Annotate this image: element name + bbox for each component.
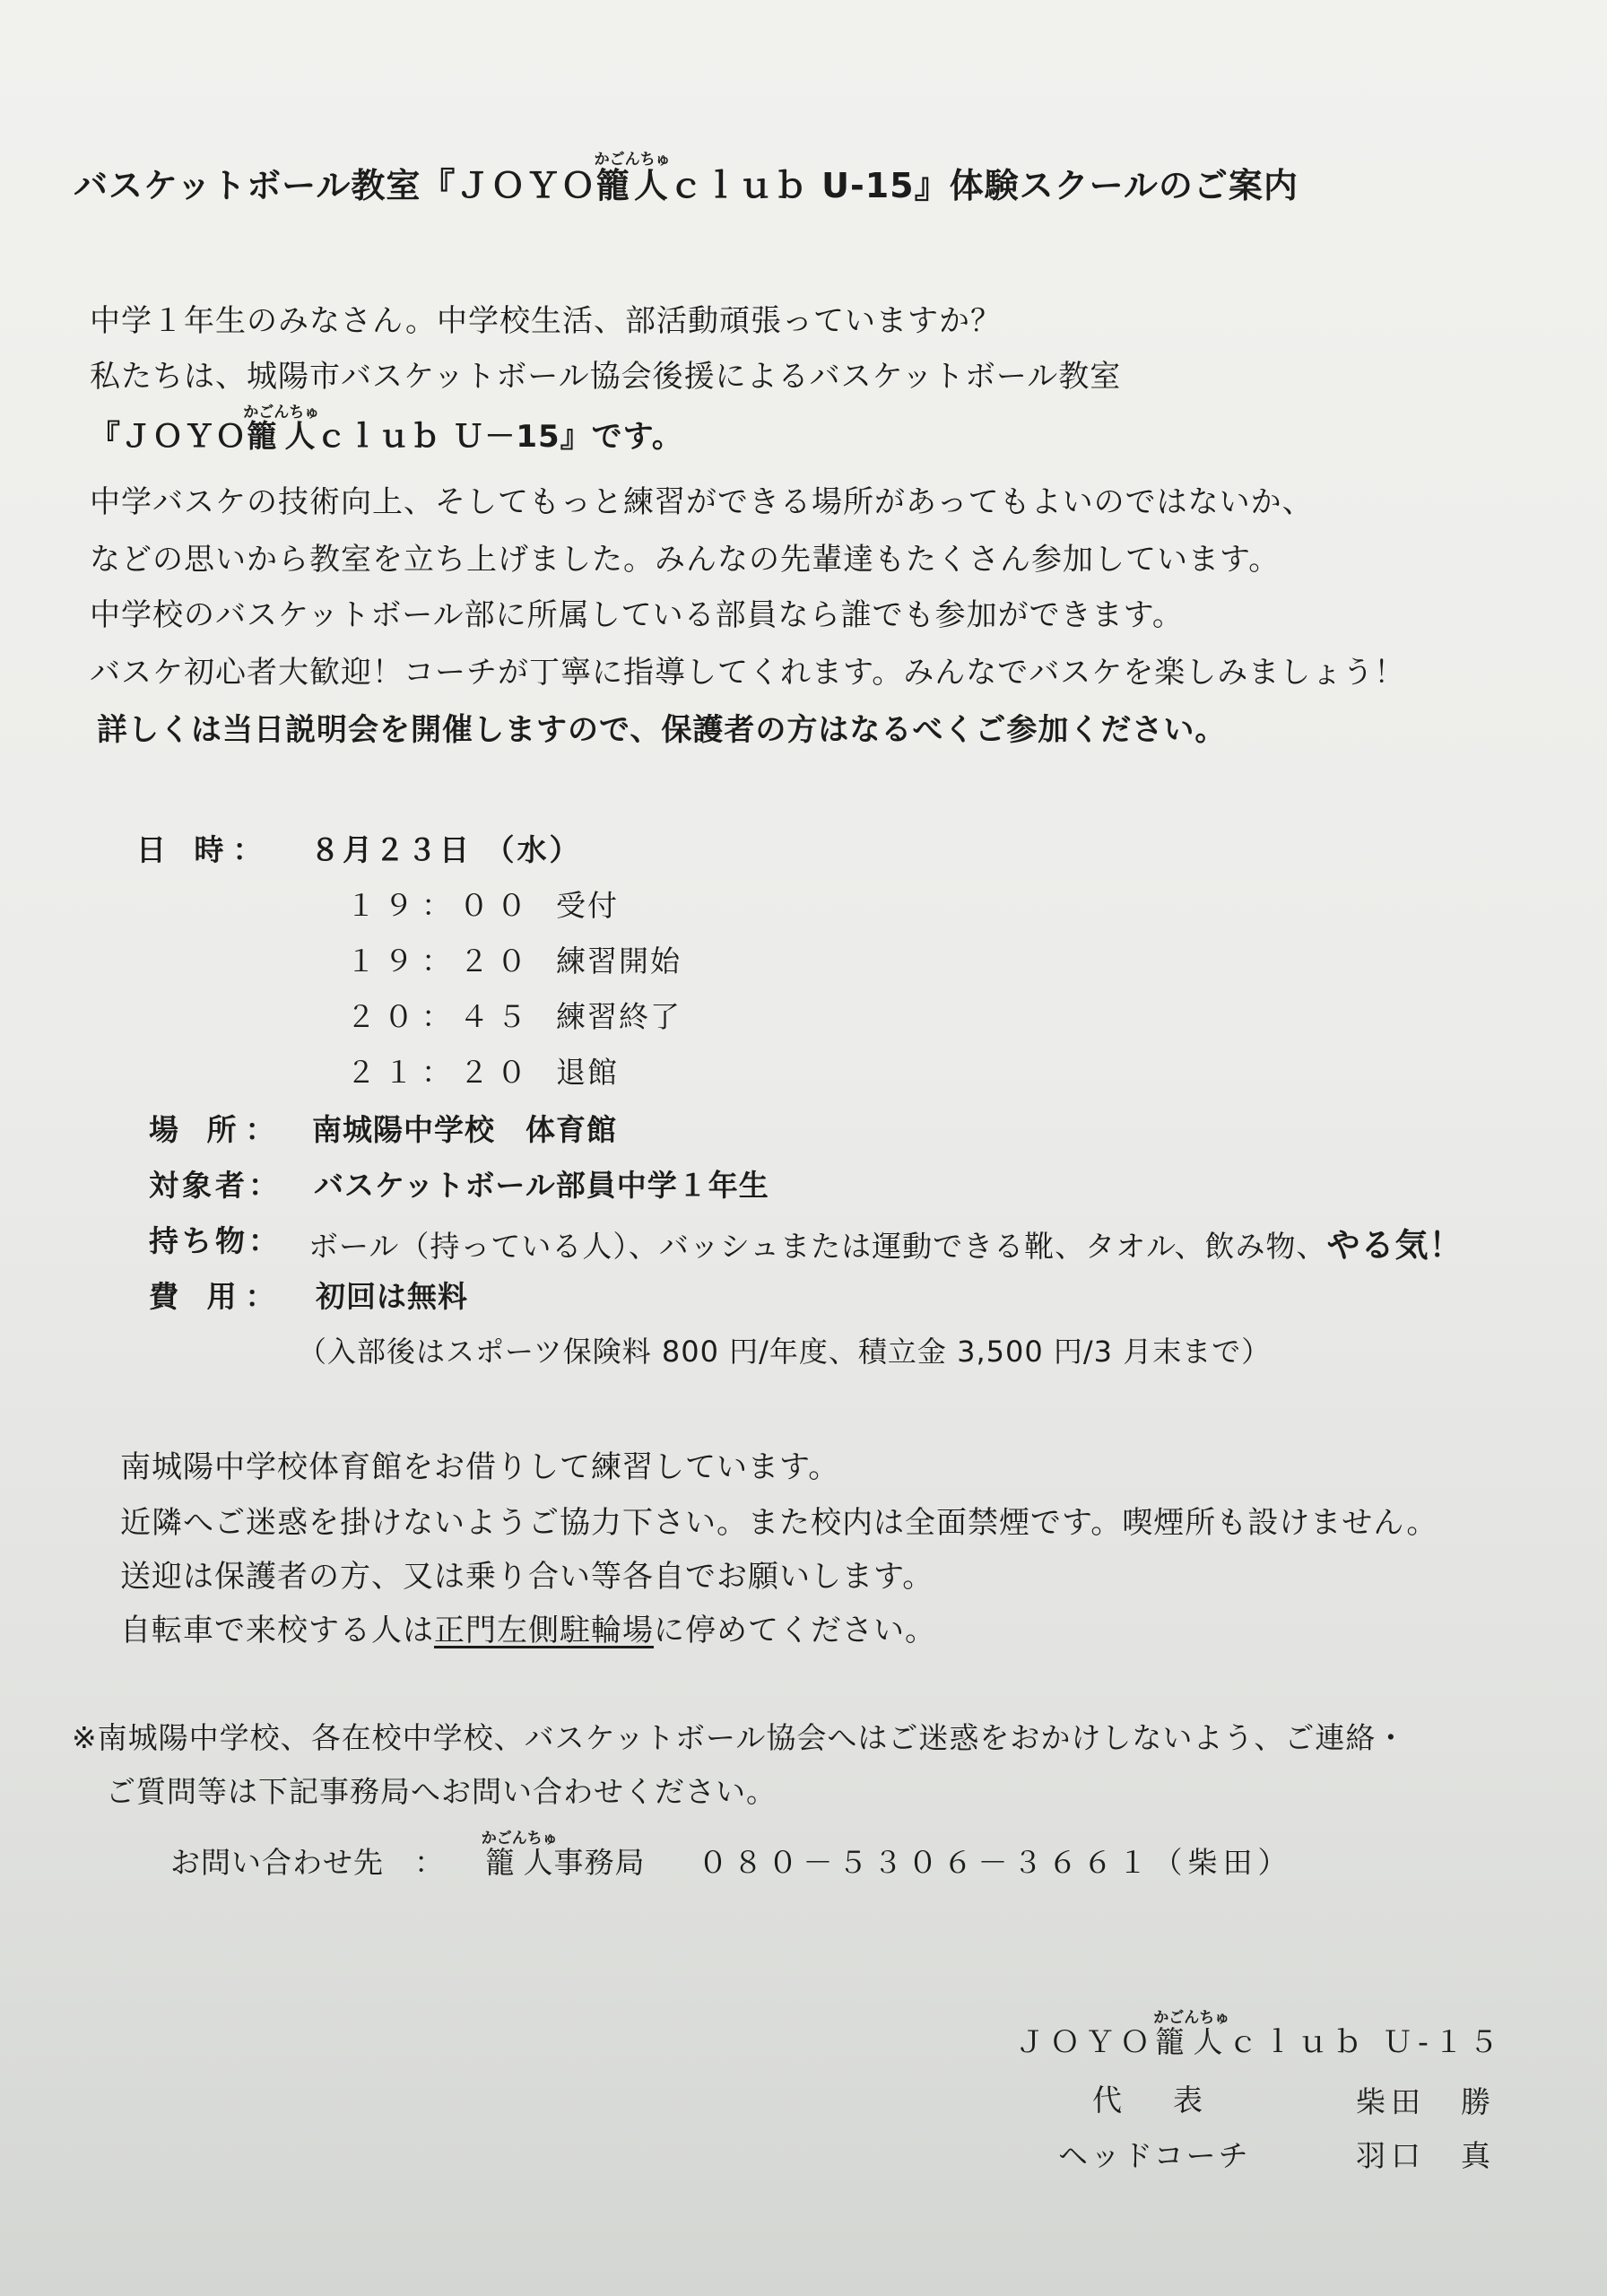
office-kanji: 籠人 (481, 1845, 558, 1880)
schedule-time-2: １９：２０ (346, 944, 534, 978)
contact-label: お問い合わせ先 ： (170, 1845, 445, 1880)
target-label: 対象者： (149, 1168, 282, 1203)
flyer-title (74, 151, 1299, 207)
signature-club-kanji: 籠人 (1153, 2024, 1230, 2059)
target-value: バスケットボール部員中学１年生 (314, 1168, 769, 1203)
club-ruby: かごんちゅ (594, 151, 671, 169)
fee-value: 初回は無料 (316, 1279, 468, 1314)
intro-club-ruby-text: かごんちゅ (243, 404, 320, 422)
schedule-event-3: 練習終了 (556, 999, 682, 1034)
signature-club-ruby-text: かごんちゅ (1153, 2009, 1230, 2027)
office-suffix: 事務局 (553, 1845, 646, 1880)
intro-club-kanji: 籠人 (243, 419, 320, 455)
bike-note-suffix: に停めてください。 (654, 1613, 936, 1648)
note-line-1: 南城陽中学校体育館をお借りして練習しています。 (120, 1449, 840, 1485)
representative-role: 代 表 (1092, 2083, 1213, 2118)
intro-club-ruby (243, 404, 320, 455)
schedule-time-3: ２０：４５ (346, 999, 534, 1034)
intro-line-6: 中学校のバスケットボール部に所属している部員なら誰でも参加ができます。 (90, 597, 1184, 633)
office-ruby (481, 1830, 558, 1880)
signature-club-suffix: ｃｌｕｂ Ｕ-１５ (1228, 2024, 1504, 2059)
contact-line-2: ご質問等は下記事務局へお問い合わせください。 (106, 1774, 777, 1809)
items-value (308, 1218, 1464, 1266)
date-label: 日 時： (136, 832, 272, 867)
contact-phone: ０８０－５３０６－３６６１（柴田） (698, 1845, 1293, 1880)
place-label: 場 所： (149, 1112, 284, 1147)
items-list: ボール（持っている人）、バッシュまたは運動できる靴、タオル、飲み物、 (308, 1229, 1327, 1264)
schedule-event-4: 退館 (556, 1055, 619, 1090)
place-value: 南城陽中学校 体育館 (312, 1112, 617, 1147)
note-line-3: 送迎は保護者の方、又は乗り合い等各自でお願いします。 (120, 1559, 934, 1595)
fee-label: 費 用： (149, 1279, 284, 1314)
intro-line-4: 中学バスケの技術向上、そしてもっと練習ができる場所があってもよいのではないか、 (90, 484, 1314, 520)
bike-note-prefix: 自転車で来校する人は (120, 1613, 434, 1648)
note-line-4 (120, 1605, 936, 1649)
signature-club-prefix: ＪＯＹＯ (1015, 2024, 1155, 2059)
fee-note: （入部後はスポーツ保険料 800 円/年度、積立金 3,500 円/3 月末まで） (298, 1335, 1272, 1369)
title-suffix: ｃｌｕｂ U-15』体験スクールのご案内 (668, 166, 1299, 205)
contact-line-1: ※南城陽中学校、各在校中学校、バスケットボール協会へはご迷惑をおかけしないよう、ご連絡・ (72, 1720, 1407, 1755)
intro-club-suffix: ｃｌｕｂ Ｕ－15』です。 (316, 419, 683, 455)
head-coach-role: ヘッドコーチ (1058, 2138, 1251, 2173)
head-coach-name: 羽口 真 (1356, 2138, 1496, 2173)
items-label: 持ち物： (149, 1223, 282, 1258)
items-emphasis: やる気！ (1326, 1226, 1464, 1265)
date-value: ８月２３日 （水） (310, 832, 582, 867)
intro-line-1: 中学１年生のみなさん。中学校生活、部活動頑張っていますか？ (90, 303, 1003, 339)
intro-line-8: 詳しくは当日説明会を開催しますので、保護者の方はなるべくご参加ください。 (97, 712, 1227, 748)
intro-line-7: バスケ初心者大歓迎！コーチが丁寧に指導してくれます。みんなでバスケを楽しみましょう！ (90, 655, 1406, 691)
signature-club-ruby (1153, 2009, 1230, 2059)
contact-info (170, 1830, 1293, 1882)
intro-line-2: 私たちは、城陽市バスケットボール協会後援によるバスケットボール教室 (90, 359, 1122, 395)
intro-line-5: などの思いから教室を立ち上げました。みんなの先輩達もたくさん参加しています。 (90, 542, 1281, 578)
club-kanji: 籠人 (594, 166, 671, 205)
office-ruby-text: かごんちゅ (481, 1830, 558, 1848)
intro-club-prefix: 『ＪＯＹＯ (90, 419, 247, 455)
title-prefix: バスケットボール教室『ＪＯＹＯ (74, 166, 596, 205)
signature-club (1015, 2009, 1504, 2061)
schedule-time-1: １９：００ (346, 888, 534, 923)
schedule-event-2: 練習開始 (556, 944, 682, 978)
note-line-2: 近隣へご迷惑を掛けないようご協力下さい。また校内は全面禁煙です。喫煙所も設けません。 (120, 1505, 1438, 1541)
club-name-ruby (594, 151, 671, 205)
schedule-time-4: ２１：２０ (346, 1055, 534, 1090)
schedule-event-1: 受付 (556, 888, 619, 923)
bike-parking-location: 正門左側駐輪場 (434, 1613, 654, 1648)
intro-line-3 (90, 404, 683, 456)
representative-name: 柴田 勝 (1356, 2084, 1496, 2119)
